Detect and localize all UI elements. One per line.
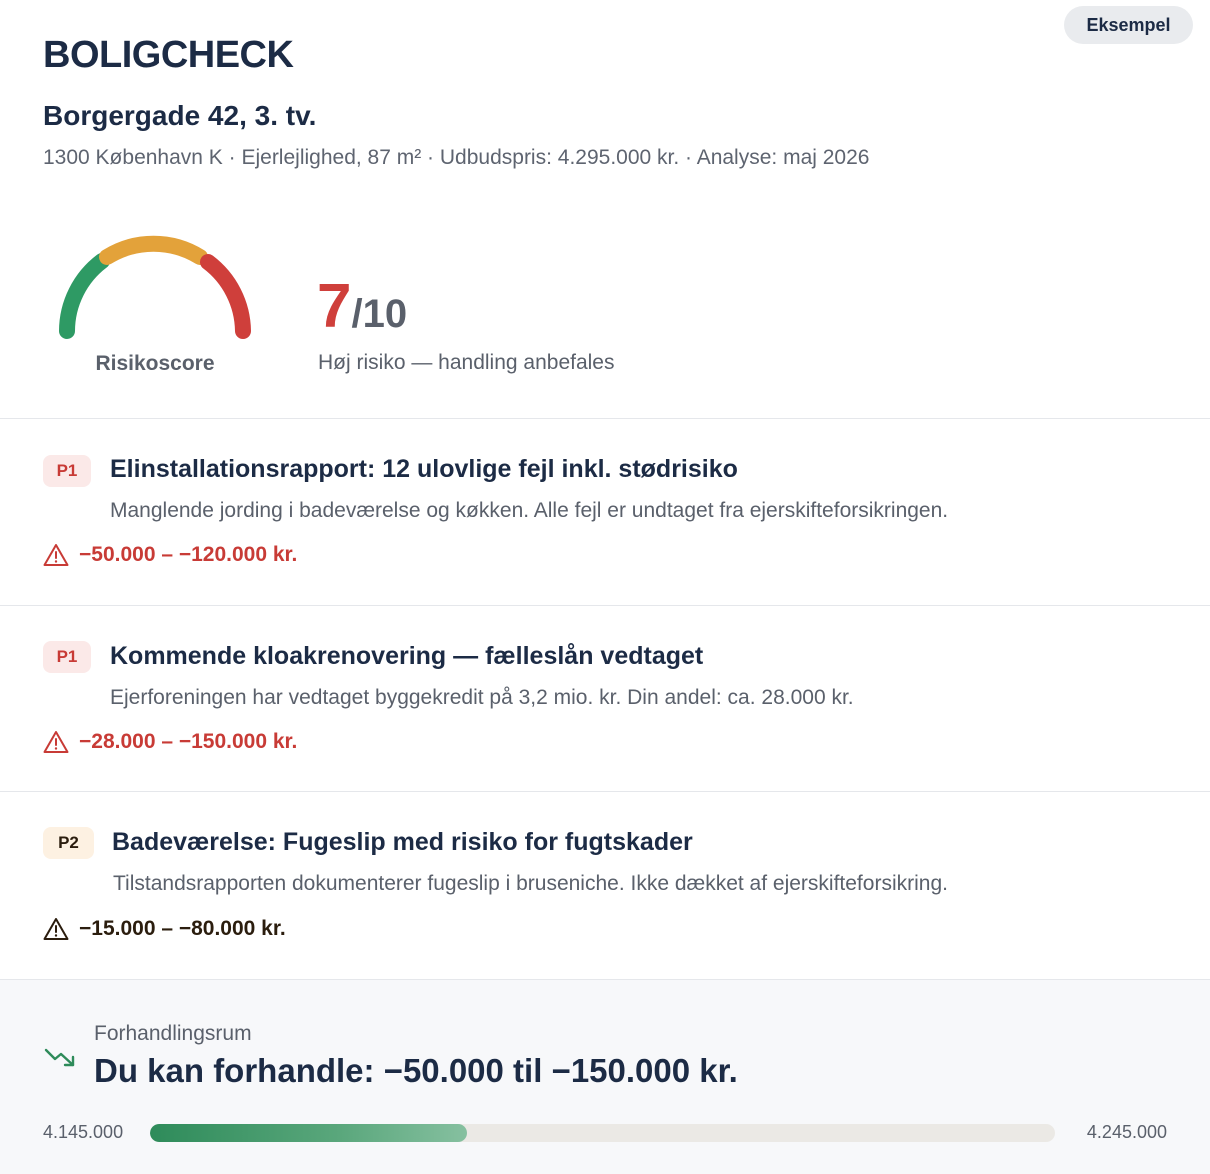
warning-icon <box>43 730 69 754</box>
example-badge: Eksempel <box>1064 6 1193 44</box>
impact-amount: −15.000 – −80.000 kr. <box>79 917 286 940</box>
negotiation-title: Du kan forhandle: −50.000 til −150.000 kr. <box>94 1052 738 1089</box>
negotiation-panel <box>0 979 1210 1174</box>
issue-card[interactable] <box>0 792 1210 978</box>
issue-card[interactable] <box>0 606 1210 792</box>
issue-description: Manglende jording i badeværelse og køkken. Alle fejl er undtaget fra ejerskifteforsikringen. <box>110 499 949 522</box>
risk-description: Høj risiko — handling anbefales <box>318 351 615 374</box>
brand-logo: BOLIGCHECK <box>43 34 294 76</box>
impact-amount: −50.000 – −120.000 kr. <box>79 543 298 566</box>
warning-icon <box>43 917 69 941</box>
issue-title: Elinstallationsrapport: 12 ulovlige fejl inkl. stødrisiko <box>110 455 738 483</box>
score-max: /10 <box>351 292 408 336</box>
gauge-arc <box>50 226 262 351</box>
impact-amount: −28.000 – −150.000 kr. <box>79 730 298 753</box>
priority-badge: P2 <box>43 827 94 859</box>
property-address: Borgergade 42, 3. tv. <box>43 100 317 131</box>
issue-impact <box>43 543 297 567</box>
score-value: 7 <box>317 272 352 341</box>
issue-title: Badeværelse: Fugeslip med risiko for fugtskader <box>112 828 693 856</box>
issue-description: Tilstandsrapporten dokumenterer fugeslip i bruseniche. Ikke dækket af ejerskifteforsikring. <box>113 872 948 895</box>
range-fill <box>150 1124 467 1142</box>
trending-down-icon <box>44 1047 76 1069</box>
warning-icon <box>43 543 69 567</box>
issue-card[interactable] <box>0 419 1210 605</box>
negotiation-range-bar <box>150 1124 1055 1142</box>
risk-gauge <box>50 226 262 386</box>
risk-score <box>317 272 408 341</box>
gauge-label: Risikoscore <box>95 352 215 375</box>
issue-impact <box>43 917 286 941</box>
priority-badge: P1 <box>43 455 91 487</box>
issue-impact <box>43 730 297 754</box>
issue-title: Kommende kloakrenovering — fælleslån vedtaget <box>110 642 704 670</box>
issue-description: Ejerforeningen har vedtaget byggekredit på 3,2 mio. kr. Din andel: ca. 28.000 kr. <box>110 686 854 709</box>
property-meta: 1300 København K · Ejerlejlighed, 87 m² · Udbudspris: 4.295.000 kr. · Analyse: maj 2026 <box>43 146 870 169</box>
priority-badge: P1 <box>43 641 91 673</box>
negotiation-label: Forhandlingsrum <box>94 1022 252 1045</box>
range-low-value: 4.145.000 <box>43 1122 124 1142</box>
range-high-value: 4.245.000 <box>1086 1122 1167 1142</box>
